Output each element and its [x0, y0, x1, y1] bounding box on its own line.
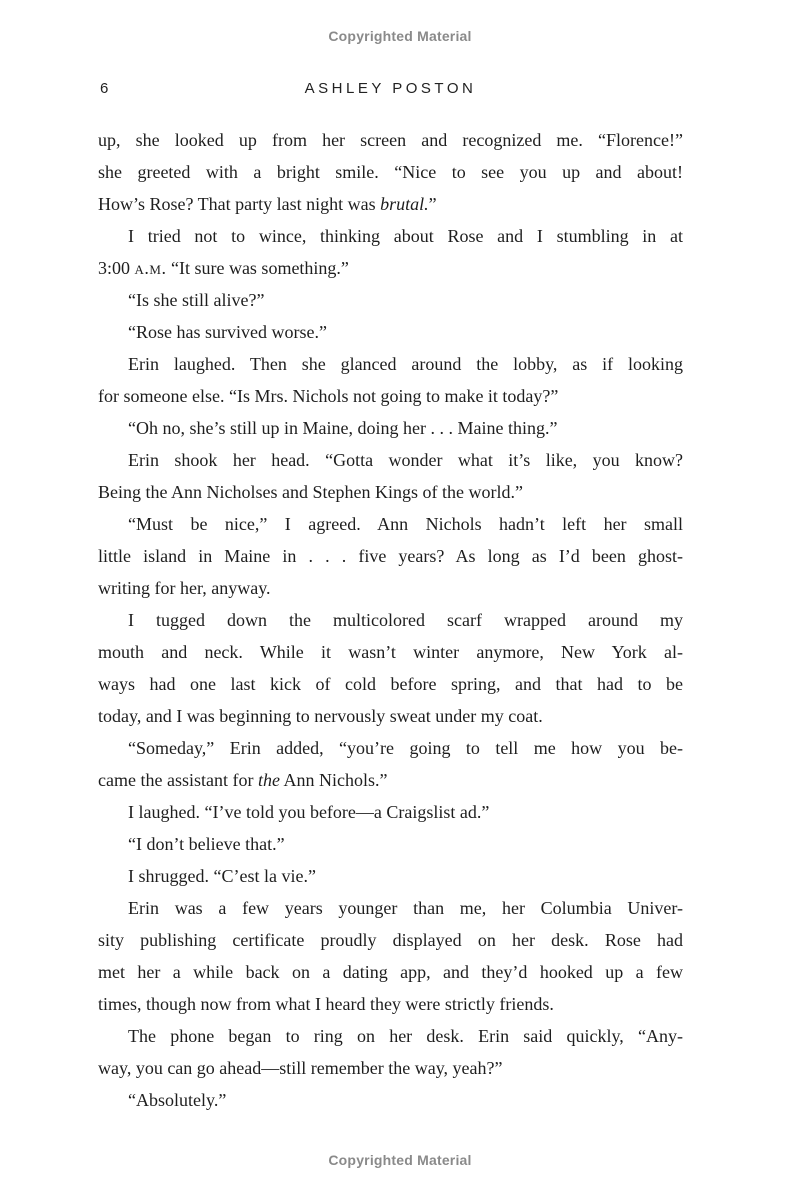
- text-line: “Is she still alive?”: [128, 290, 265, 310]
- text-line: times, though now from what I heard they were strictly friends.: [98, 994, 554, 1014]
- text-line: ways had one last kick of cold before spring, and that had to be: [98, 674, 683, 694]
- page-number: 6: [100, 80, 110, 97]
- text-line: “Must be nice,” I agreed. Ann Nichols hadn’t left her small: [128, 514, 683, 534]
- text-line: “Someday,” Erin added, “you’re going to tell me how you be-: [128, 738, 683, 758]
- text-line: I tried not to wince, thinking about Rose and I stumbling in at: [128, 226, 683, 246]
- text-line: “Rose has survived worse.”: [128, 322, 327, 342]
- text-line: for someone else. “Is Mrs. Nichols not going to make it today?”: [98, 386, 559, 406]
- copyright-watermark-bottom: Copyrighted Material: [328, 1152, 472, 1168]
- text-line: I tugged down the multicolored scarf wrapped around my: [128, 610, 683, 630]
- text-line: “Absolutely.”: [128, 1090, 227, 1110]
- paragraph: [98, 796, 683, 828]
- paragraph: [98, 220, 683, 284]
- paragraph: [98, 828, 683, 860]
- paragraph: [98, 892, 683, 1020]
- text-line: “Oh no, she’s still up in Maine, doing her . . . Maine thing.”: [128, 418, 558, 438]
- text-line: Being the Ann Nicholses and Stephen Kings of the world.”: [98, 482, 523, 502]
- text-line: I shrugged. “C’est la vie.”: [128, 866, 316, 886]
- text-line: met her a while back on a dating app, and they’d hooked up a few: [98, 962, 683, 982]
- copyright-watermark-top: Copyrighted Material: [328, 28, 472, 44]
- text-line: The phone began to ring on her desk. Erin said quickly, “Any-: [128, 1026, 683, 1046]
- paragraph: [98, 860, 683, 892]
- text-line: “I don’t believe that.”: [128, 834, 285, 854]
- body-text: [98, 124, 683, 1116]
- paragraph: [98, 732, 683, 796]
- paragraph: [98, 604, 683, 732]
- running-header-author: ASHLEY POSTON: [304, 80, 477, 97]
- text-line: today, and I was beginning to nervously sweat under my coat.: [98, 706, 543, 726]
- paragraph: [98, 348, 683, 412]
- paragraph: [98, 1084, 683, 1116]
- text-line: 3:00 a.m. “It sure was something.”: [98, 258, 349, 278]
- paragraph: [98, 124, 683, 220]
- paragraph: [98, 1020, 683, 1084]
- text-line: way, you can go ahead—still remember the way, yeah?”: [98, 1058, 503, 1078]
- text-line: she greeted with a bright smile. “Nice to see you up and about!: [98, 162, 683, 182]
- text-line: mouth and neck. While it wasn’t winter anymore, New York al-: [98, 642, 683, 662]
- text-line: Erin was a few years younger than me, her Columbia Univer-: [128, 898, 683, 918]
- text-line: up, she looked up from her screen and recognized me. “Florence!”: [98, 130, 683, 150]
- text-line: I laughed. “I’ve told you before—a Craigslist ad.”: [128, 802, 490, 822]
- text-line: How’s Rose? That party last night was brutal.”: [98, 194, 437, 214]
- paragraph: [98, 444, 683, 508]
- paragraph: [98, 508, 683, 604]
- text-line: little island in Maine in . . . five years? As long as I’d been ghost-: [98, 546, 683, 566]
- paragraph: [98, 412, 683, 444]
- running-header: [98, 80, 683, 100]
- paragraph: [98, 284, 683, 316]
- text-line: writing for her, anyway.: [98, 578, 271, 598]
- text-line: sity publishing certificate proudly displayed on her desk. Rose had: [98, 930, 683, 950]
- text-line: came the assistant for the Ann Nichols.”: [98, 770, 388, 790]
- text-line: Erin shook her head. “Gotta wonder what it’s like, you know?: [128, 450, 683, 470]
- paragraph: [98, 316, 683, 348]
- text-line: Erin laughed. Then she glanced around the lobby, as if looking: [128, 354, 683, 374]
